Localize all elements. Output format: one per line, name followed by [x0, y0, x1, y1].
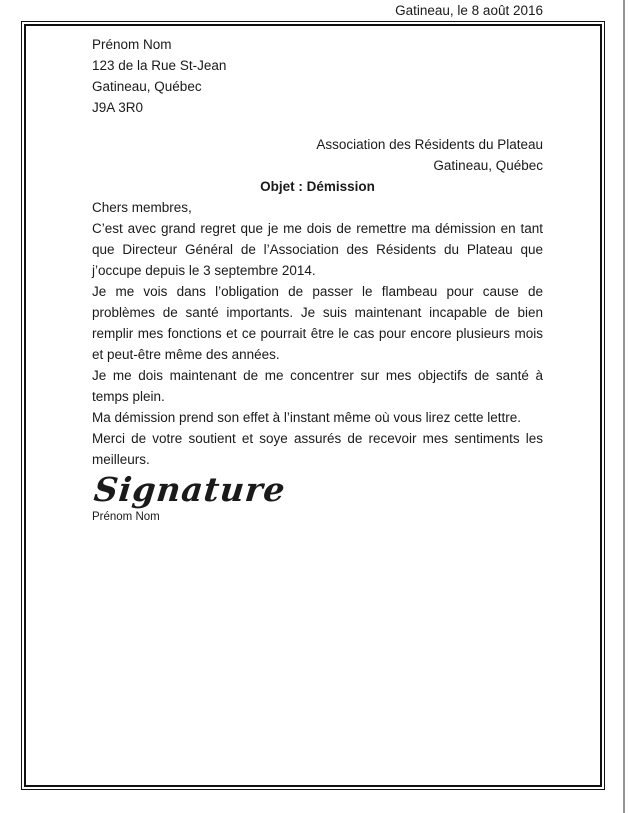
salutation: Chers membres, [92, 200, 192, 215]
body-paragraph-1: C’est avec grand regret que je me dois de remettre ma démission en tant que Directeur Général de l’Association des Résidents du Plateau que j’occupe depuis le 3 septembre 2014. [92, 221, 543, 278]
sender-city: Gatineau, Québec [92, 79, 202, 94]
body-paragraph-3: Je me dois maintenant de me concentrer sur mes objectifs de santé à temps plein. [92, 368, 543, 404]
letter-content [92, 0, 543, 524]
body-paragraph-5: Merci de votre soutient et soye assurés de recevoir mes sentiments les meilleurs. [92, 431, 543, 467]
page-right-edge-line [623, 0, 625, 813]
sender-block [92, 34, 543, 118]
signer-name: Prénom Nom [92, 511, 160, 523]
date-line: Gatineau, le 8 août 2016 [395, 3, 543, 18]
recipient-block [92, 134, 543, 176]
recipient-organization: Association des Résidents du Plateau [316, 137, 543, 152]
body-paragraph-4: Ma démission prend son effet à l’instant même où vous lirez cette lettre. [92, 410, 521, 425]
subject-line: Objet : Démission [260, 179, 375, 194]
handwritten-signature: Signature [92, 470, 288, 509]
sender-street: 123 de la Rue St-Jean [92, 58, 227, 73]
sender-name: Prénom Nom [92, 37, 172, 52]
body-paragraph-2: Je me vois dans l’obligation de passer le flambeau pour cause de problèmes de santé importants. Je suis maintenant incapable de bien remplir mes fonctions et ce pourrait être le cas pour encore plusieurs mois et peut-être même des années. [92, 284, 543, 362]
recipient-city: Gatineau, Québec [433, 158, 543, 173]
sender-postal-code: J9A 3R0 [92, 100, 144, 115]
